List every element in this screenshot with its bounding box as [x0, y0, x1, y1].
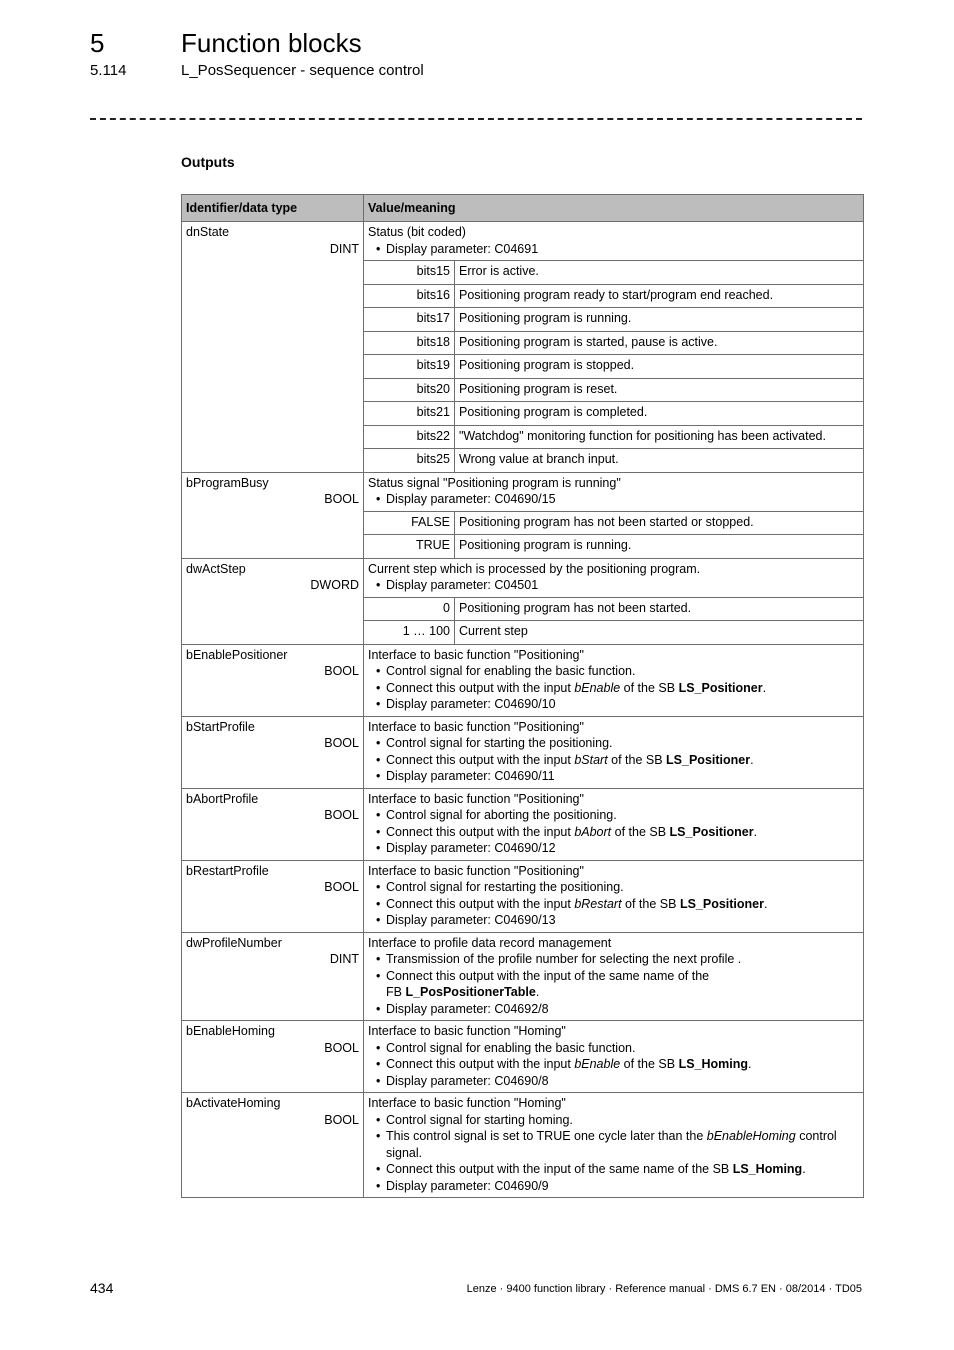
- bullet-list: [368, 241, 859, 258]
- data-type: BOOL: [324, 1040, 359, 1055]
- value-meaning: Positioning program is started, pause is active.: [455, 331, 864, 355]
- identifier-name: bRestartProfile: [186, 863, 269, 878]
- value-meaning: Positioning program is running.: [455, 308, 864, 332]
- table-row: [182, 1093, 864, 1198]
- bullet-item: • Display parameter: C04690/13: [376, 912, 859, 929]
- bullet-item: • This control signal is set to TRUE one cycle later than the bEnableHoming control signal.: [376, 1128, 859, 1161]
- value-key: bits16: [364, 284, 455, 308]
- bullet-item: • Display parameter: C04501: [376, 577, 859, 594]
- identifier-cell: [182, 860, 364, 932]
- identifier-name: bAbortProfile: [186, 791, 259, 806]
- value-meaning: Wrong value at branch input.: [455, 449, 864, 472]
- bullet-item: • Connect this output with the input bEnable of the SB LS_Positioner.: [376, 680, 859, 697]
- identifier-name: bEnablePositioner: [186, 647, 288, 662]
- bullet-list: [368, 1112, 859, 1195]
- column-header-value: Value/meaning: [364, 195, 864, 222]
- subtable-row: [364, 511, 863, 535]
- bullet-item: • Display parameter: C04690/12: [376, 840, 859, 857]
- subtable-row: [364, 535, 863, 558]
- column-header-identifier: Identifier/data type: [182, 195, 364, 222]
- value-key: bits25: [364, 449, 455, 472]
- identifier-cell: [182, 716, 364, 788]
- value-cell: [364, 716, 864, 788]
- value-meaning: Positioning program is running.: [455, 535, 864, 558]
- data-type: BOOL: [324, 736, 359, 750]
- data-type: BOOL: [324, 1112, 359, 1127]
- bullet-list: [368, 1040, 859, 1090]
- bullet-item: • Display parameter: C04690/10: [376, 696, 859, 713]
- value-subtable: [364, 511, 863, 558]
- value-cell: [364, 788, 864, 860]
- identifier-name: bEnableHoming: [186, 1024, 275, 1038]
- data-type: DWORD: [310, 578, 359, 592]
- value-description: [364, 1021, 863, 1092]
- description-text: Status signal "Positioning program is running": [368, 475, 621, 490]
- table-header-row: [182, 195, 864, 222]
- page-number: 434: [90, 1280, 114, 1296]
- value-key: bits15: [364, 261, 455, 285]
- subtable-row: [364, 331, 863, 355]
- identifier-name: bStartProfile: [186, 719, 255, 734]
- value-meaning: Positioning program is stopped.: [455, 355, 864, 379]
- value-cell: [364, 932, 864, 1021]
- identifier-cell: [182, 1093, 364, 1198]
- value-meaning: Positioning program is reset.: [455, 378, 864, 402]
- identifier-name: dnState: [186, 225, 230, 239]
- bullet-item: • Display parameter: C04690/11: [376, 768, 859, 785]
- value-subtable: [364, 597, 863, 644]
- header-divider: [90, 118, 862, 120]
- subtable-row: [364, 449, 863, 472]
- description-text: Interface to basic function "Positioning": [368, 647, 584, 662]
- section-number: 5.114: [90, 62, 127, 79]
- value-meaning: Current step: [455, 621, 864, 644]
- value-description: [364, 717, 863, 788]
- subtable-row: [364, 425, 863, 449]
- outputs-heading: Outputs: [181, 154, 235, 170]
- table-row: [182, 860, 864, 932]
- data-type: BOOL: [324, 808, 359, 822]
- bullet-item: • Control signal for enabling the basic function.: [376, 663, 859, 680]
- bullet-item: • Connect this output with the input bRestart of the SB LS_Positioner.: [376, 896, 859, 913]
- subtable-row: [364, 261, 863, 285]
- identifier-cell: [182, 472, 364, 558]
- subtable-row: [364, 284, 863, 308]
- bullet-item: • Connect this output with the input of the same name of the SB LS_Homing.: [376, 1161, 859, 1178]
- subtable-row: [364, 378, 863, 402]
- bullet-item: • Control signal for starting the positioning.: [376, 735, 859, 752]
- value-description: [364, 473, 863, 511]
- data-type: BOOL: [324, 492, 359, 506]
- table-row: [182, 1021, 864, 1093]
- bullet-list: [368, 491, 859, 508]
- bullet-item: • Control signal for restarting the positioning.: [376, 879, 859, 896]
- value-key: 1 … 100: [364, 621, 455, 644]
- identifier-name: dwProfileNumber: [186, 935, 282, 950]
- value-key: bits17: [364, 308, 455, 332]
- bullet-item: • Connect this output with the input bStart of the SB LS_Positioner.: [376, 752, 859, 769]
- bullet-item: • Display parameter: C04691: [376, 241, 859, 258]
- description-text: Interface to basic function "Positioning": [368, 719, 584, 734]
- value-cell: [364, 472, 864, 558]
- description-text: Interface to basic function "Positioning": [368, 863, 584, 878]
- section-title: L_PosSequencer - sequence control: [181, 62, 424, 79]
- bullet-item: • Control signal for aborting the positioning.: [376, 807, 859, 824]
- value-meaning: Positioning program has not been started or stopped.: [455, 511, 864, 535]
- bullet-item: • Connect this output with the input of the same name of the FB L_PosPositionerTable.: [376, 968, 859, 1001]
- description-text: Interface to basic function "Positioning": [368, 791, 584, 806]
- bullet-item: • Display parameter: C04690/8: [376, 1073, 859, 1090]
- value-cell: [364, 1093, 864, 1198]
- value-subtable: [364, 260, 863, 472]
- bullet-list: [368, 735, 859, 785]
- value-description: [364, 559, 863, 597]
- value-meaning: "Watchdog" monitoring function for positioning has been activated.: [455, 425, 864, 449]
- description-text: Interface to basic function "Homing": [368, 1024, 566, 1038]
- value-meaning: Positioning program is completed.: [455, 402, 864, 426]
- data-type: BOOL: [324, 664, 359, 678]
- value-key: bits20: [364, 378, 455, 402]
- bullet-item: • Control signal for starting homing.: [376, 1112, 859, 1129]
- table-row: [182, 472, 864, 558]
- bullet-list: [368, 951, 859, 1017]
- description-text: Status (bit coded): [368, 225, 466, 239]
- value-key: bits22: [364, 425, 455, 449]
- bullet-list: [368, 577, 859, 594]
- identifier-name: bProgramBusy: [186, 475, 269, 490]
- identifier-cell: [182, 788, 364, 860]
- bullet-item: • Connect this output with the input bAbort of the SB LS_Positioner.: [376, 824, 859, 841]
- value-description: [364, 789, 863, 860]
- identifier-cell: [182, 1021, 364, 1093]
- value-meaning: Positioning program has not been started.: [455, 597, 864, 621]
- value-meaning: Positioning program ready to start/program end reached.: [455, 284, 864, 308]
- table-row: [182, 222, 864, 473]
- data-type: DINT: [329, 241, 359, 256]
- bullet-item: • Connect this output with the input bEnable of the SB LS_Homing.: [376, 1056, 859, 1073]
- outputs-table: [181, 194, 864, 1198]
- description-text: Current step which is processed by the positioning program.: [368, 561, 701, 576]
- value-description: [364, 645, 863, 716]
- value-cell: [364, 222, 864, 473]
- table-row: [182, 716, 864, 788]
- document-info: Lenze · 9400 function library · Reference manual · DMS 6.7 EN · 08/2014 · TD05: [466, 1283, 862, 1295]
- value-key: bits21: [364, 402, 455, 426]
- bullet-list: [368, 879, 859, 929]
- bullet-list: [368, 807, 859, 857]
- value-description: [364, 933, 863, 1021]
- subtable-row: [364, 621, 863, 644]
- description-text: Interface to basic function "Homing": [368, 1096, 566, 1110]
- value-cell: [364, 644, 864, 716]
- value-key: 0: [364, 597, 455, 621]
- subtable-row: [364, 308, 863, 332]
- bullet-item: • Transmission of the profile number for selecting the next profile .: [376, 951, 859, 968]
- identifier-name: dwActStep: [186, 561, 246, 576]
- value-cell: [364, 860, 864, 932]
- value-description: [364, 222, 863, 260]
- bullet-item: • Control signal for enabling the basic function.: [376, 1040, 859, 1057]
- subtable-row: [364, 355, 863, 379]
- identifier-cell: [182, 222, 364, 473]
- value-meaning: Error is active.: [455, 261, 864, 285]
- value-key: FALSE: [364, 511, 455, 535]
- bullet-list: [368, 663, 859, 713]
- table-row: [182, 932, 864, 1021]
- bullet-item: • Display parameter: C04690/15: [376, 491, 859, 508]
- value-cell: [364, 558, 864, 644]
- identifier-cell: [182, 932, 364, 1021]
- subtable-row: [364, 597, 863, 621]
- identifier-cell: [182, 558, 364, 644]
- table-row: [182, 788, 864, 860]
- table-row: [182, 644, 864, 716]
- value-key: TRUE: [364, 535, 455, 558]
- identifier-name: bActivateHoming: [186, 1096, 281, 1110]
- subtable-row: [364, 402, 863, 426]
- data-type: DINT: [329, 952, 359, 966]
- value-description: [364, 1093, 863, 1197]
- description-text: Interface to profile data record management: [368, 935, 612, 950]
- bullet-item: • Display parameter: C04692/8: [376, 1001, 859, 1018]
- value-key: bits19: [364, 355, 455, 379]
- table-row: [182, 558, 864, 644]
- chapter-number: 5: [90, 28, 105, 58]
- data-type: BOOL: [324, 880, 359, 894]
- value-description: [364, 861, 863, 932]
- value-cell: [364, 1021, 864, 1093]
- chapter-title: Function blocks: [181, 28, 362, 58]
- bullet-item: • Display parameter: C04690/9: [376, 1178, 859, 1195]
- value-key: bits18: [364, 331, 455, 355]
- identifier-cell: [182, 644, 364, 716]
